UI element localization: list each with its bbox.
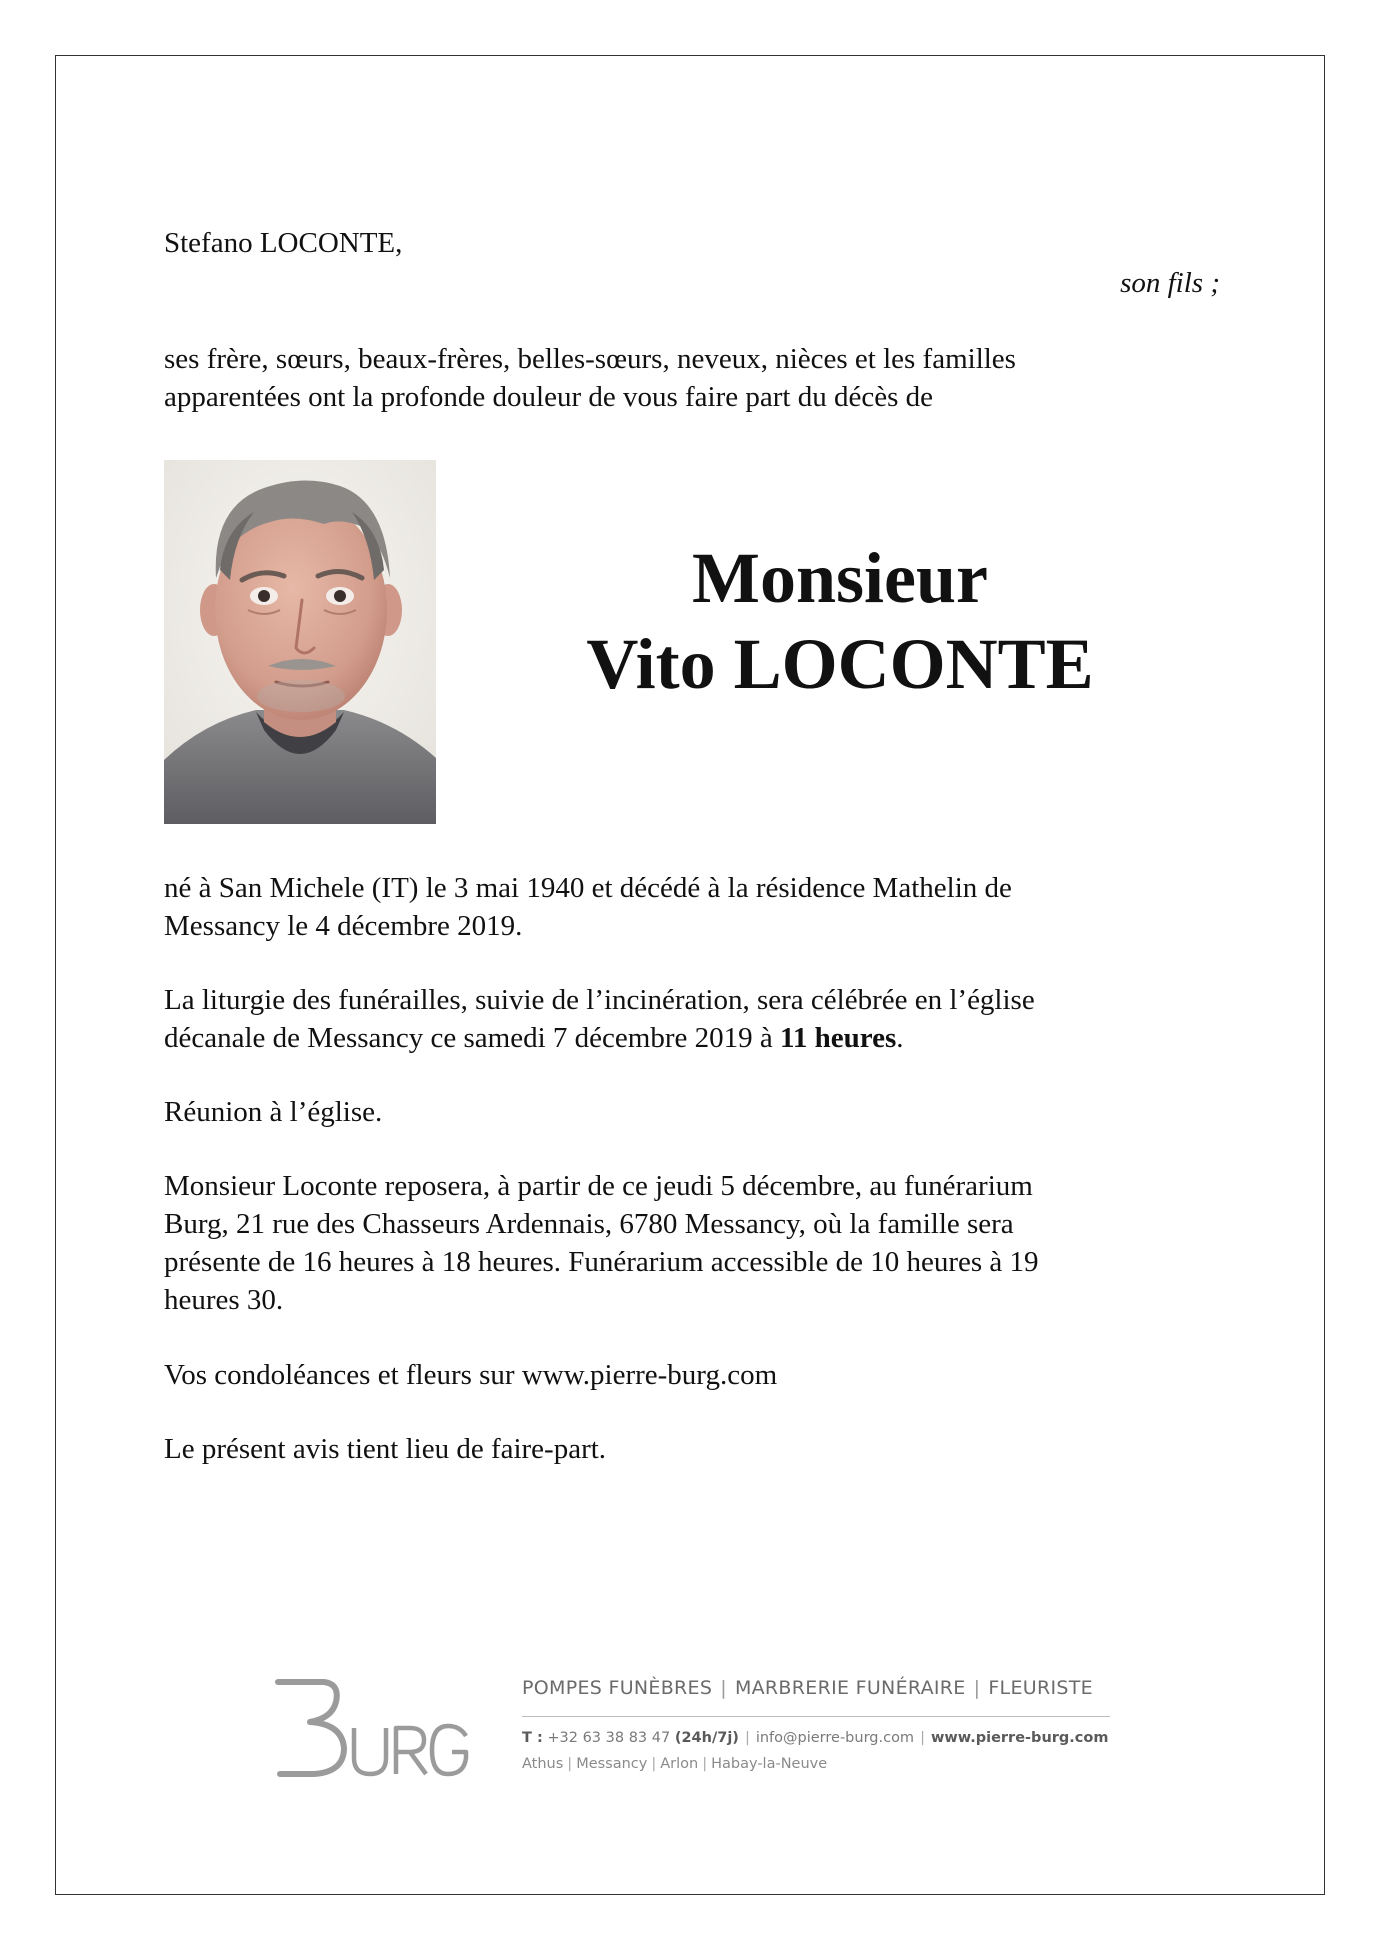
- funerarium-line-3: présente de 16 heures à 18 heures. Funérarium accessible de 10 heures à 19: [164, 1246, 1039, 1278]
- contact-separator: |: [744, 1730, 750, 1746]
- location-arlon: Arlon: [660, 1756, 699, 1772]
- page-border: [55, 55, 1325, 1895]
- liturgy-line-2-suffix: .: [896, 1022, 904, 1054]
- footer-locations: [522, 1756, 827, 1772]
- intro-line-2: apparentées ont la profonde douleur de vous faire part du décès de: [164, 381, 933, 413]
- location-separator: |: [651, 1756, 657, 1772]
- footer: [270, 1668, 1130, 1788]
- location-separator: |: [702, 1756, 708, 1772]
- announcer-name: Stefano LOCONTE,: [164, 227, 403, 259]
- phone-label: T :: [522, 1730, 543, 1746]
- service-fleuriste: FLEURISTE: [988, 1677, 1093, 1699]
- intro-line-1: ses frère, sœurs, beaux-frères, belles-sœurs, neveux, nièces et les familles: [164, 343, 1016, 375]
- funerarium-line-2: Burg, 21 rue des Chasseurs Ardennais, 6780 Messancy, où la famille sera: [164, 1208, 1014, 1240]
- portrait-image: [164, 460, 436, 824]
- phone-hours: (24h/7j): [674, 1730, 739, 1746]
- liturgy-line-1: La liturgie des funérailles, suivie de l’incinération, sera célébrée en l’église: [164, 984, 1035, 1016]
- liturgy-line-2-prefix: décanale de Messancy ce samedi 7 décembre 2019 à: [164, 1022, 780, 1054]
- liturgy-line-2: [164, 1019, 904, 1057]
- notice-text: Le présent avis tient lieu de faire-part.: [164, 1433, 607, 1465]
- contact-separator: |: [920, 1730, 925, 1746]
- deceased-title-line-2: Vito LOCONTE: [586, 624, 1094, 704]
- footer-divider: [522, 1716, 1110, 1717]
- birth-death-line-1: né à San Michele (IT) le 3 mai 1940 et décédé à la résidence Mathelin de: [164, 872, 1012, 904]
- reunion-text: Réunion à l’église.: [164, 1096, 383, 1128]
- service-marbrerie: MARBRERIE FUNÉRAIRE: [734, 1677, 966, 1699]
- website-link[interactable]: www.pierre-burg.com: [930, 1730, 1109, 1746]
- funerarium-line-4: heures 30.: [164, 1284, 284, 1316]
- email-link[interactable]: info@pierre-burg.com: [755, 1730, 915, 1746]
- phone-number[interactable]: +32 63 38 83 47: [547, 1730, 671, 1746]
- service-separator: |: [720, 1677, 727, 1699]
- location-habay: Habay-la-Neuve: [711, 1756, 828, 1772]
- deceased-title-line-1: Monsieur: [692, 538, 988, 618]
- burg-logo: [270, 1668, 470, 1778]
- funerarium-line-1: Monsieur Loconte reposera, à partir de ce jeudi 5 décembre, au funérarium: [164, 1170, 1033, 1202]
- footer-services: [522, 1677, 1093, 1699]
- location-messancy: Messancy: [576, 1756, 648, 1772]
- condolences-text: Vos condoléances et fleurs sur www.pierre-burg.com: [164, 1359, 778, 1391]
- footer-contact: [522, 1730, 1108, 1746]
- location-separator: |: [567, 1756, 573, 1772]
- announcer-relation: son fils ;: [1120, 267, 1220, 299]
- deceased-photo: [164, 460, 436, 824]
- birth-death-line-2: Messancy le 4 décembre 2019.: [164, 910, 523, 942]
- service-separator: |: [973, 1677, 981, 1699]
- location-athus: Athus: [522, 1756, 564, 1772]
- liturgy-time: 11 heures: [779, 1022, 897, 1054]
- service-pompes-funebres: POMPES FUNÈBRES: [522, 1677, 713, 1699]
